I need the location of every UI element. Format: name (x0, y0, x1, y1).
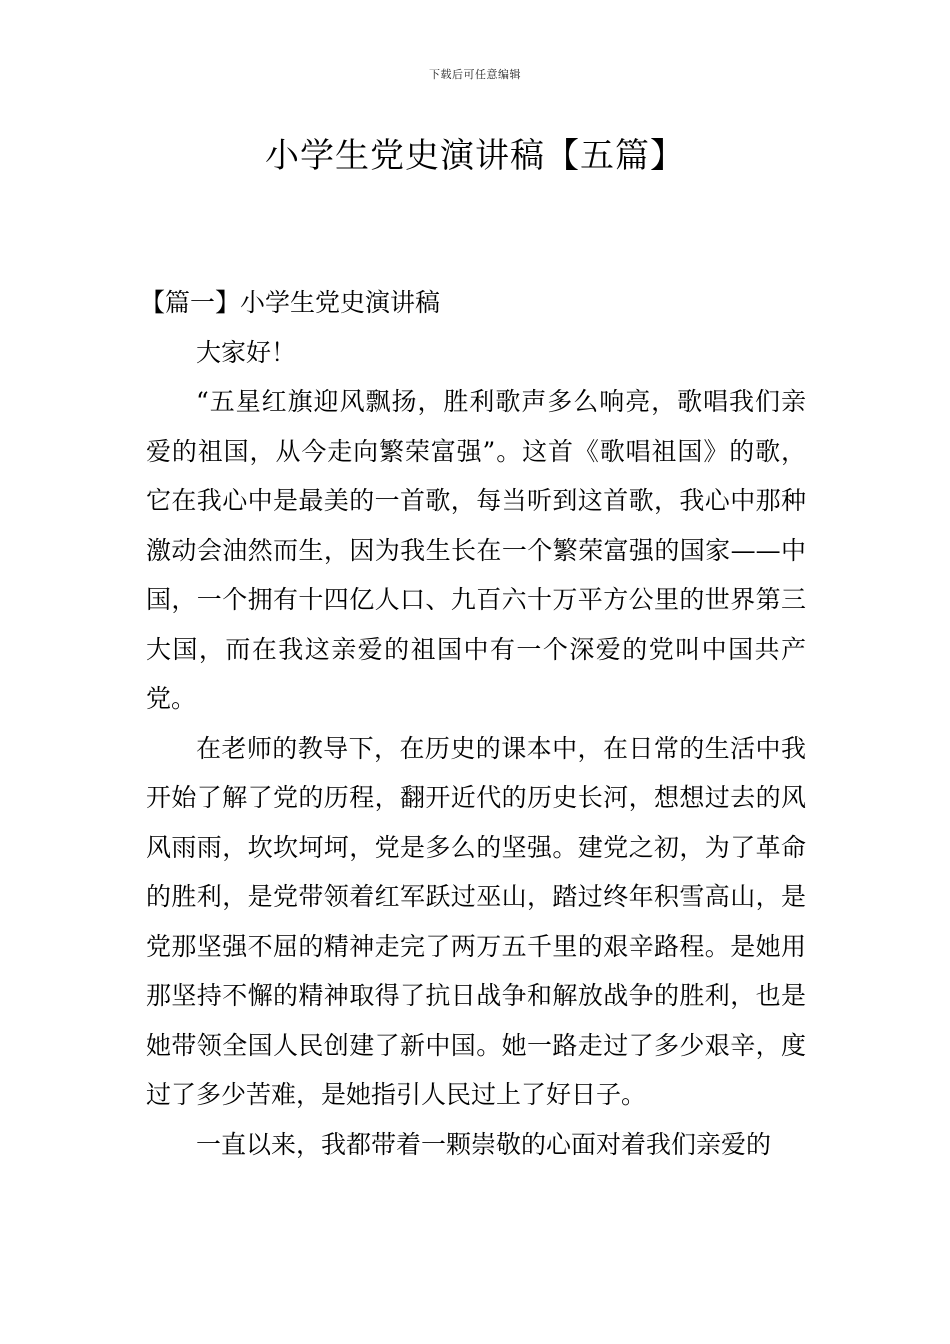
section-heading: 【篇一】小学生党史演讲稿 (140, 288, 441, 317)
paragraph: 一直以来，我都带着一颗崇敬的心面对着我们亲爱的 (196, 1129, 772, 1159)
document-title: 小学生党史演讲稿【五篇】 (265, 136, 685, 176)
header-note: 下载后可任意编辑 (429, 68, 521, 81)
paragraph: 在老师的教导下，在历史的课本中，在日常的生活中我开始了解了党的历程，翻开近代的历史长河，想想过去的风风雨雨，坎坎坷坷，党是多么的坚强。建党之初，为了革命的胜利，是党带领着红军跃过巫山，踏过终年积雪高山，是党那坚强不屈的精神走完了两万五千里的艰辛路程。是她用那坚持不懈的精神取得了抗日战争和解放战争的胜利，也是她带领全国人民创建了新中国。她一路走过了多少艰辛，度过了多少苦难，是她指引人民过上了好日子。 (146, 733, 806, 1109)
paragraph-greeting: 大家好！ (196, 337, 297, 367)
document-body (140, 278, 806, 1169)
paragraph: “五星红旗迎风飘扬，胜利歌声多么响亮，歌唱我们亲爱的祖国，从今走向繁荣富强”。这首《歌唱祖国》的歌，它在我心中是最美的一首歌，每当听到这首歌，我心中那种激动会油然而生，因为我生长在一个繁荣富强的国家——中国，一个拥有十四亿人口、九百六十万平方公里的世界第三大国，而在我这亲爱的祖国中有一个深爱的党叫中国共产党。 (146, 387, 806, 713)
